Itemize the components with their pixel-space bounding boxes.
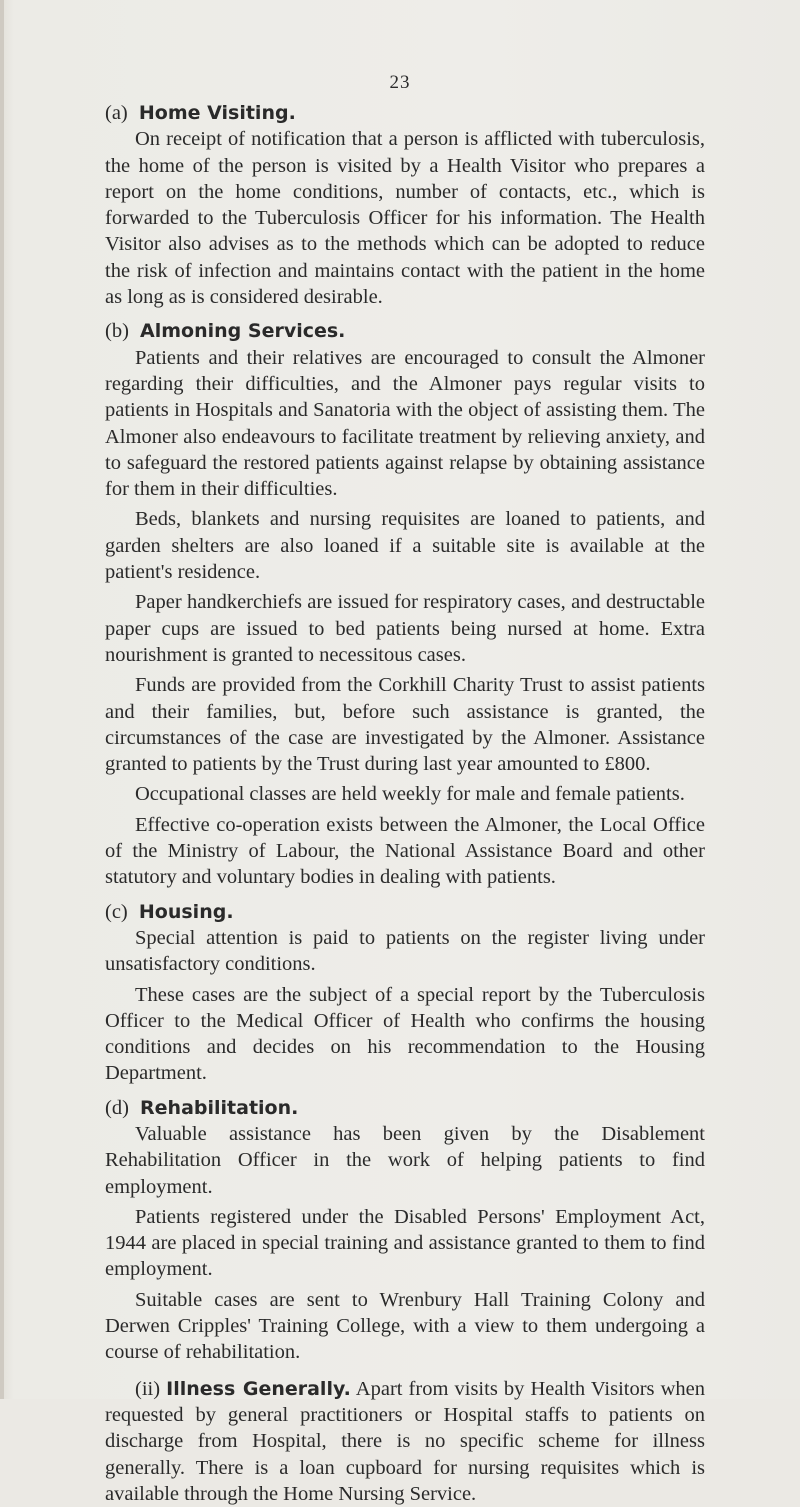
page-edge <box>0 0 4 1399</box>
paragraph: Special attention is paid to patients on the register living under unsatisfactory conditions. <box>105 926 705 976</box>
paragraph: Occupational classes are held weekly for male and female patients. <box>135 783 685 806</box>
section-illness-generally <box>105 1376 705 1507</box>
section-title: Home Visiting. <box>138 102 296 124</box>
document-body <box>105 100 705 1507</box>
paragraph: Funds are provided from the Corkhill Charity Trust to assist patients and their families, but, before such assistance is granted, the circumstances of the case are investigated by the Almoner. Assistance granted to patients by the Trust during last year amounted to £800. <box>105 674 705 776</box>
paragraph: These cases are the subject of a special report by the Tuberculosis Officer to the Medical Officer of Health who confirms the housing conditions and decides on his recommendation to the Housing Department. <box>105 983 705 1085</box>
paragraph: Patients and their relatives are encouraged to consult the Almoner regarding their difficulties, and the Almoner pays regular visits to patients in Hospitals and Sanatoria with the object of assisting them. The Almoner also endeavours to facilitate treatment by relieving anxiety, and to safeguard the restored patients against relapse by obtaining assistance for them in their difficulties. <box>105 346 705 501</box>
section-heading-home-visiting <box>105 100 705 126</box>
section-marker: (ii) <box>135 1377 161 1400</box>
page-number: 23 <box>389 72 411 93</box>
paragraph: Effective co-operation exists between the Almoner, the Local Office of the Ministry of Labour, the National Assistance Board and other statutory and voluntary bodies in dealing with patients. <box>105 813 705 889</box>
paragraph: On receipt of notification that a person is afflicted with tuberculosis, the home of the person is visited by a Health Visitor who prepares a report on the home conditions, number of contacts, etc., which is forwarded to the Tuberculosis Officer for his information. The Health Visitor also advises as to the methods which can be adopted to reduce the risk of infection and maintains contact with the patient in the home as long as is considered desirable. <box>105 128 705 309</box>
section-title: Housing. <box>138 900 234 923</box>
section-heading-rehabilitation <box>105 1095 705 1121</box>
section-marker: (b) <box>105 320 129 343</box>
section-marker: (a) <box>105 102 128 124</box>
paragraph: Suitable cases are sent to Wrenbury Hall Training Colony and Derwen Cripples' Training College, with a view to them undergoing a course of rehabilitation. <box>105 1288 705 1364</box>
paragraph: Valuable assistance has been given by the Disablement Rehabilitation Officer in the work of helping patients to find employment. <box>105 1122 705 1198</box>
paragraph: Apart from visits by Health Visitors when requested by general practitioners or Hospital staffs to patients on discharge from Hospital, there is no specific scheme for illness generally. There is a loan cupboard for nursing requisites which is available through the Home Nursing Service. <box>105 1377 706 1505</box>
section-marker: (c) <box>105 900 128 923</box>
paragraph: Beds, blankets and nursing requisites are loaned to patients, and garden shelters are also loaned if a suitable site is available at the patient's residence. <box>105 508 705 584</box>
paragraph: Patients registered under the Disabled Persons' Employment Act, 1944 are placed in special training and assistance granted to them to find employment. <box>105 1205 705 1281</box>
section-heading-housing <box>105 899 705 925</box>
section-title: Almoning Services. <box>140 320 346 343</box>
paragraph: Paper handkerchiefs are issued for respiratory cases, and destructable paper cups are issued to bed patients being nursed at home. Extra nourishment is granted to necessitous cases. <box>105 591 705 666</box>
section-heading-almoning <box>105 318 705 344</box>
section-title: Illness Generally. <box>166 1377 351 1400</box>
section-marker: (d) <box>105 1096 129 1119</box>
section-title: Rehabilitation. <box>140 1096 299 1119</box>
